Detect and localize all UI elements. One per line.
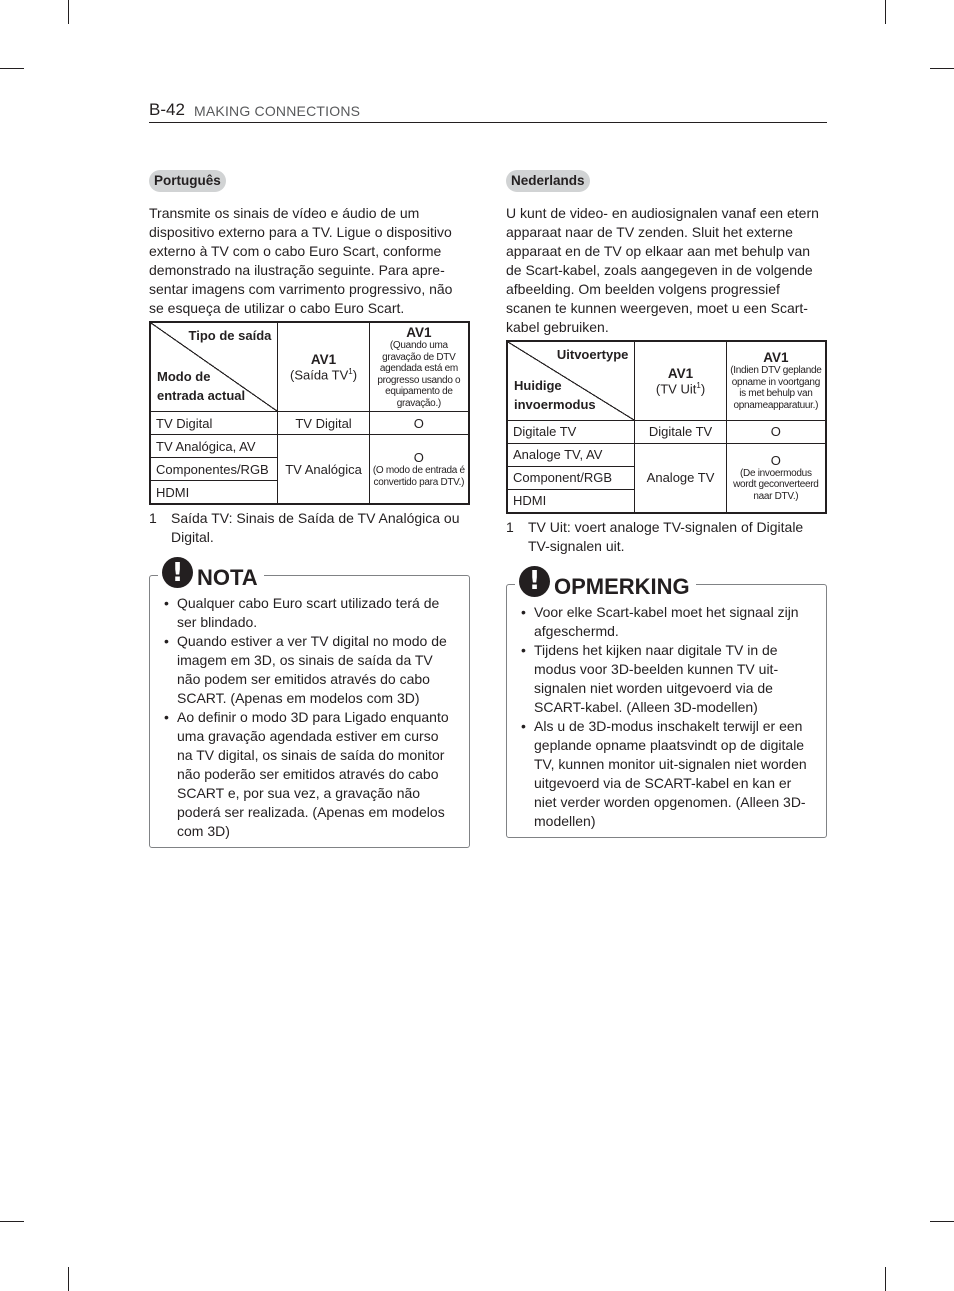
av1-tv-out-header: AV1 (Saída $TV^1$): [278, 322, 369, 412]
note-item: • Tijdens het kijken naar digitale TV in de modus voor 3D-beelden kunnen TV uit-signalen niet worden uitgevoerd via de SCART-kabel. (Alleen 3D-modellen): [521, 641, 814, 717]
section-title: MAKING CONNECTIONS: [194, 103, 361, 119]
av1-tv-out-header: AV1 (TV Uit$^1$): [635, 341, 726, 420]
table-row: TV Digital TV Digital O: [150, 412, 469, 435]
exclamation-icon: !: [162, 557, 193, 588]
intro-paragraph: U kunt de video- en audiosignalen vanaf een etern apparaat naar de TV zenden. Sluit het externe apparaat en de TV op elkaar aan met behulp van de Scart-kabel, zoals aangegeven in de volgende afbeelding. Om beelden volgens progressief scanen te kunnen weergeven, moet u een Scart-kabel gebruiken.: [506, 205, 819, 335]
diagonal-header-cell: [507, 341, 635, 420]
converted-cell: O (De invoermodus wordt geconverteerd naar DTV.): [726, 443, 826, 513]
note-item: • Als u de 3D-modus inschakelt terwijl er een geplande opname plaatsvindt op de digitale TV, kunnen monitor uit-signalen niet worden uitgevoerd via de SCART-kabel en kan er niet verder worden opgenomen. (Alleen 3D-modellen): [521, 717, 814, 831]
note-box: [149, 557, 470, 848]
footnote: 1 Saída TV: Sinais de Saída de TV Analógica ou Digital.: [149, 510, 460, 545]
table-header-row: [150, 322, 469, 412]
dutch-column: [506, 170, 827, 838]
page-header: [149, 100, 827, 123]
crop-mark: [68, 0, 69, 24]
note-item: • Ao definir o modo 3D para Ligado enquanto uma gravação agendada estiver em curso na TV digital, os sinais de saída do monitor não poderão ser emitidos através do cabo SCART e, por sua vez, a gravação não poderá ser realizada. (Apenas em modelos com 3D): [164, 708, 457, 841]
output-type-label: Tipo de saída: [188, 328, 272, 343]
table-row: TV Analógica, AV TV Analógica O (O modo de entrada é convertido para DTV.): [150, 435, 469, 458]
crop-mark: [930, 1221, 954, 1222]
crop-mark: [930, 68, 954, 69]
input-mode-label: Modo de entrada actual: [157, 369, 246, 403]
table-row: Componentes/RGB: [150, 458, 469, 481]
output-type-label: Uitvoertype: [556, 347, 629, 362]
footnote: 1 TV Uit: voert analoge TV-signalen of Digitale TV-signalen uit.: [506, 518, 804, 554]
page-number: B-42: [149, 100, 185, 119]
intro-paragraph: Transmite os sinais de vídeo e áudio de um dispositivo externo para a TV. Ligue o dispositivo externo à TV com o cabo Euro Scart, conforme demonstrado na ilustração seguinte. Para apre-sentar imagens com varrimento progressivo, não se esqueça de utilizar o cabo Euro Scart.: [149, 205, 453, 316]
diagonal-header-cell: [150, 322, 278, 412]
table-row: Analoge TV, AV Analoge TV O (De invoermodus wordt geconverteerd naar DTV.): [507, 443, 826, 466]
table-row: Component/RGB: [507, 466, 826, 489]
language-badge: Nederlands: [506, 170, 590, 192]
portuguese-column: [149, 170, 470, 848]
language-badge: Português: [149, 170, 226, 192]
input-mode-label: Huidige invoermodus: [514, 377, 596, 412]
av1-recording-header: AV1 (Quando uma gravação de DTV agendada está em progresso usando o equipamento de gravação.): [369, 322, 469, 412]
table-row: HDMI: [150, 481, 469, 505]
note-box: [506, 566, 827, 838]
crop-mark: [0, 68, 24, 69]
crop-mark: [0, 1221, 24, 1222]
output-table: [506, 340, 827, 514]
converted-cell: O (O modo de entrada é convertido para DTV.): [369, 435, 469, 505]
note-title: OPMERKING: [554, 573, 690, 599]
output-table: [149, 321, 470, 505]
note-item: • Qualquer cabo Euro scart utilizado terá de ser blindado.: [164, 594, 457, 632]
crop-mark: [68, 1267, 69, 1291]
table-header-row: [507, 341, 826, 420]
av1-recording-header: AV1 (Indien DTV geplande opname in voortgang is met behulp van opnameapparatuur.): [726, 341, 826, 420]
table-row: Digitale TV Digitale TV O: [507, 420, 826, 443]
note-title: NOTA: [197, 565, 258, 590]
note-item: • Voor elke Scart-kabel moet het signaal zijn afgeschermd.: [521, 603, 814, 641]
exclamation-icon: !: [519, 566, 550, 597]
note-item: • Quando estiver a ver TV digital no modo de imagem em 3D, os sinais de saída da TV não podem ser emitidos através do cabo SCART. (Apenas em modelos com 3D): [164, 632, 457, 708]
crop-mark: [885, 0, 886, 24]
table-row: HDMI: [507, 489, 826, 513]
crop-mark: [885, 1267, 886, 1291]
